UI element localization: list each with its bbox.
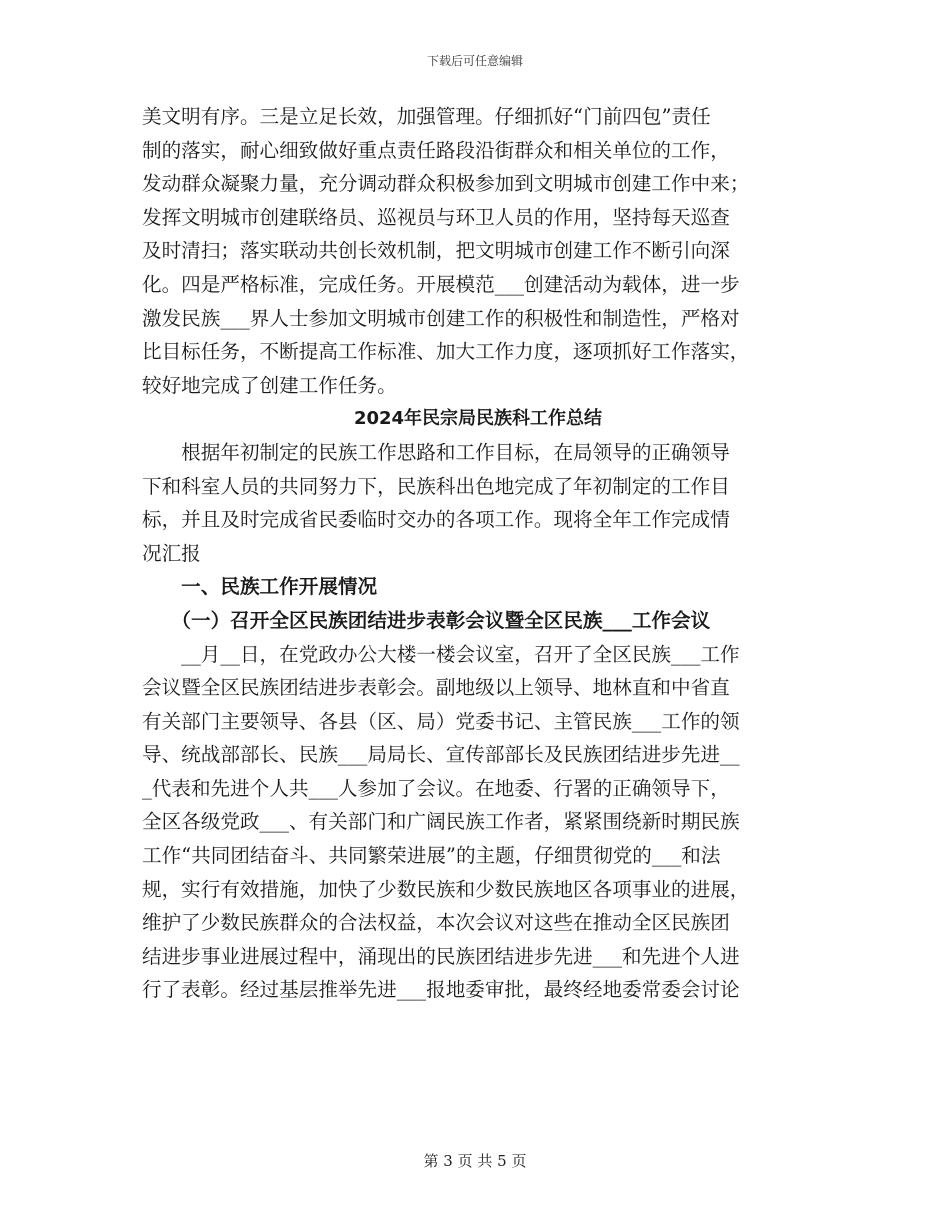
text-line: 全区各级党政___、有关部门和广阔民族工作者，紧紧围绕新时期民族 <box>142 810 740 834</box>
section-heading: 一、民族工作开展情况 <box>142 575 378 599</box>
text-line: __月__日，在党政办公大楼一楼会议室，召开了全区民族___工作 <box>142 642 740 666</box>
text-line: 标，并且及时完成省民委临时交办的各项工作。现将全年工作完成情 <box>142 508 730 532</box>
document-body <box>142 100 814 1007</box>
text-line: 激发民族___界人士参加文明城市创建工作的积极性和制造性，严格对 <box>142 306 740 330</box>
document-title: 2024年民宗局民族科工作总结 <box>353 408 603 430</box>
page-header-note: 下载后可任意编辑 <box>426 54 523 68</box>
text-line: 规，实行有效措施，加快了少数民族和少数民族地区各项事业的进展， <box>142 877 750 901</box>
text-line: 会议暨全区民族团结进步表彰会。副地级以上领导、地林直和中省直 <box>142 676 730 700</box>
text-line: 结进步事业进展过程中，涌现出的民族团结进步先进___和先进个人进 <box>142 944 740 968</box>
text-line: 较好地完成了创建工作任务。 <box>142 373 397 397</box>
section-heading: （一）召开全区民族团结进步表彰会议暨全区民族___工作会议 <box>142 608 711 632</box>
text-line: 发动群众凝聚力量，充分调动群众积极参加到文明城市创建工作中来； <box>142 172 750 196</box>
text-line: 比目标任务，不断提高工作标准、加大工作力度，逐项抓好工作落实， <box>142 340 750 364</box>
text-line: 化。四是严格标准，完成任务。开展模范___创建活动为载体，进一步 <box>142 272 740 296</box>
text-line: 制的落实，耐心细致做好重点责任路段沿街群众和相关单位的工作， <box>142 138 730 162</box>
page-number: 第 3 页 共 5 页 <box>423 1152 527 1170</box>
text-line: 下和科室人员的共同努力下，民族科出色地完成了年初制定的工作目 <box>142 474 730 498</box>
text-line: 维护了少数民族群众的合法权益，本次会议对这些在推动全区民族团 <box>142 911 730 935</box>
text-line: 发挥文明城市创建联络员、巡视员与环卫人员的作用，坚持每天巡查 <box>142 205 730 229</box>
text-line: 工作“共同团结奋斗、共同繁荣进展”的主题，仔细贯彻党的___和法 <box>142 844 721 868</box>
text-line: 美文明有序。三是立足长效，加强管理。仔细抓好“门前四包”责任 <box>142 105 711 128</box>
text-line: 及时清扫；落实联动共创长效机制，把文明城市创建工作不断引向深 <box>142 239 730 263</box>
text-line: _代表和先进个人共___人参加了会议。在地委、行署的正确领导下， <box>142 776 730 800</box>
text-line: 导、统战部部长、民族___局局长、宣传部部长及民族团结进步先进__ <box>142 743 740 767</box>
text-line: 况汇报 <box>142 541 201 565</box>
text-line: 根据年初制定的民族工作思路和工作目标，在局领导的正确领导 <box>142 440 730 464</box>
text-line: 有关部门主要领导、各县（区、局）党委书记、主管民族___工作的领 <box>142 709 740 733</box>
text-line: 行了表彰。经过基层推举先进___报地委审批，最终经地委常委会讨论 <box>142 978 740 1002</box>
